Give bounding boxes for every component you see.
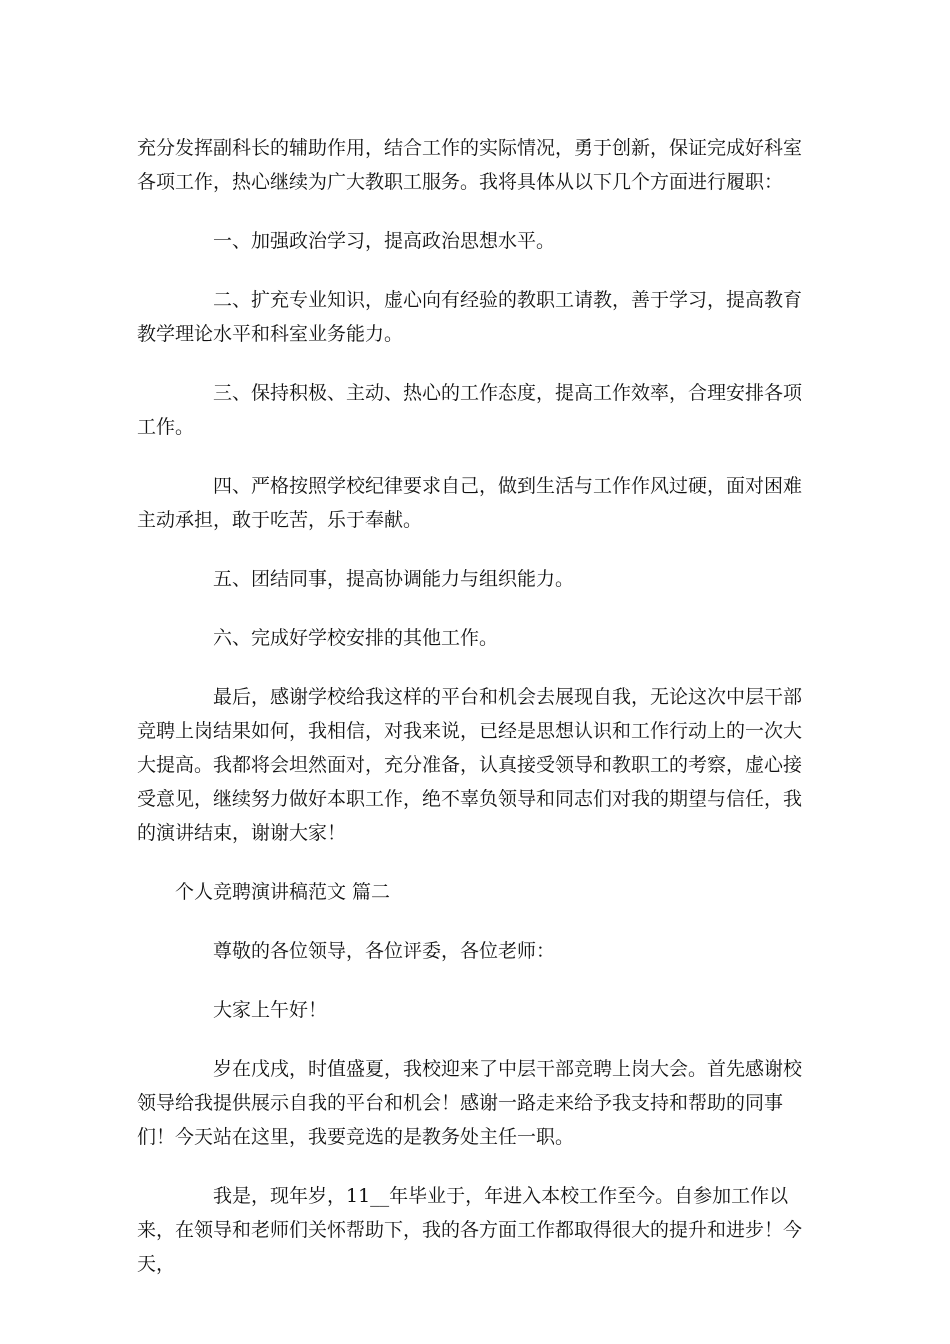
paragraph-self-intro: 我是，现年岁，11__年毕业于，年进入本校工作至今。自参加工作以来，在领导和老师们关怀帮助下，我的各方面工作都取得很大的提升和进步！今天， — [137, 1185, 803, 1275]
paragraph-duty-intro: 充分发挥副科长的辅助作用，结合工作的实际情况，勇于创新，保证完成好科室各项工作，热心继续为广大教职工服务。我将具体从以下几个方面进行履职： — [137, 137, 803, 193]
paragraph-item-4: 四、严格按照学校纪律要求自己，做到生活与工作作风过硬，面对困难主动承担，敢于吃苦，乐于奉献。 — [137, 475, 803, 531]
paragraph-greeting: 大家上午好！ — [213, 999, 328, 1021]
paragraph-item-2: 二、扩充专业知识，虚心向有经验的教职工请教，善于学习，提高教育教学理论水平和科室业务能力。 — [137, 289, 803, 345]
paragraph-item-3: 三、保持积极、主动、热心的工作态度，提高工作效率，合理安排各项工作。 — [137, 382, 803, 438]
paragraph-item-1: 一、加强政治学习，提高政治思想水平。 — [213, 230, 556, 252]
paragraph-item-6: 六、完成好学校安排的其他工作。 — [213, 627, 499, 649]
document-body — [137, 131, 813, 1306]
paragraph-closing: 最后，感谢学校给我这样的平台和机会去展现自我，无论这次中层干部竞聘上岗结果如何，我相信，对我来说，已经是思想认识和工作行动上的一次大大提高。我都将会坦然面对，充分准备，认真接受领导和教职工的考察，虚心接受意见，继续努力做好本职工作，绝不辜负领导和同志们对我的期望与信任，我的演讲结束，谢谢大家！ — [137, 686, 803, 844]
section-heading: 个人竞聘演讲稿范文 篇二 — [175, 881, 391, 903]
paragraph-item-5: 五、团结同事，提高协调能力与组织能力。 — [213, 568, 575, 590]
paragraph-salutation: 尊敬的各位领导，各位评委，各位老师： — [213, 940, 556, 962]
paragraph-opening: 岁在戊戌，时值盛夏，我校迎来了中层干部竞聘上岗大会。首先感谢校领导给我提供展示自我的平台和机会！感谢一路走来给予我支持和帮助的同事们！今天站在这里，我要竞选的是教务处主任一职。 — [137, 1058, 803, 1148]
